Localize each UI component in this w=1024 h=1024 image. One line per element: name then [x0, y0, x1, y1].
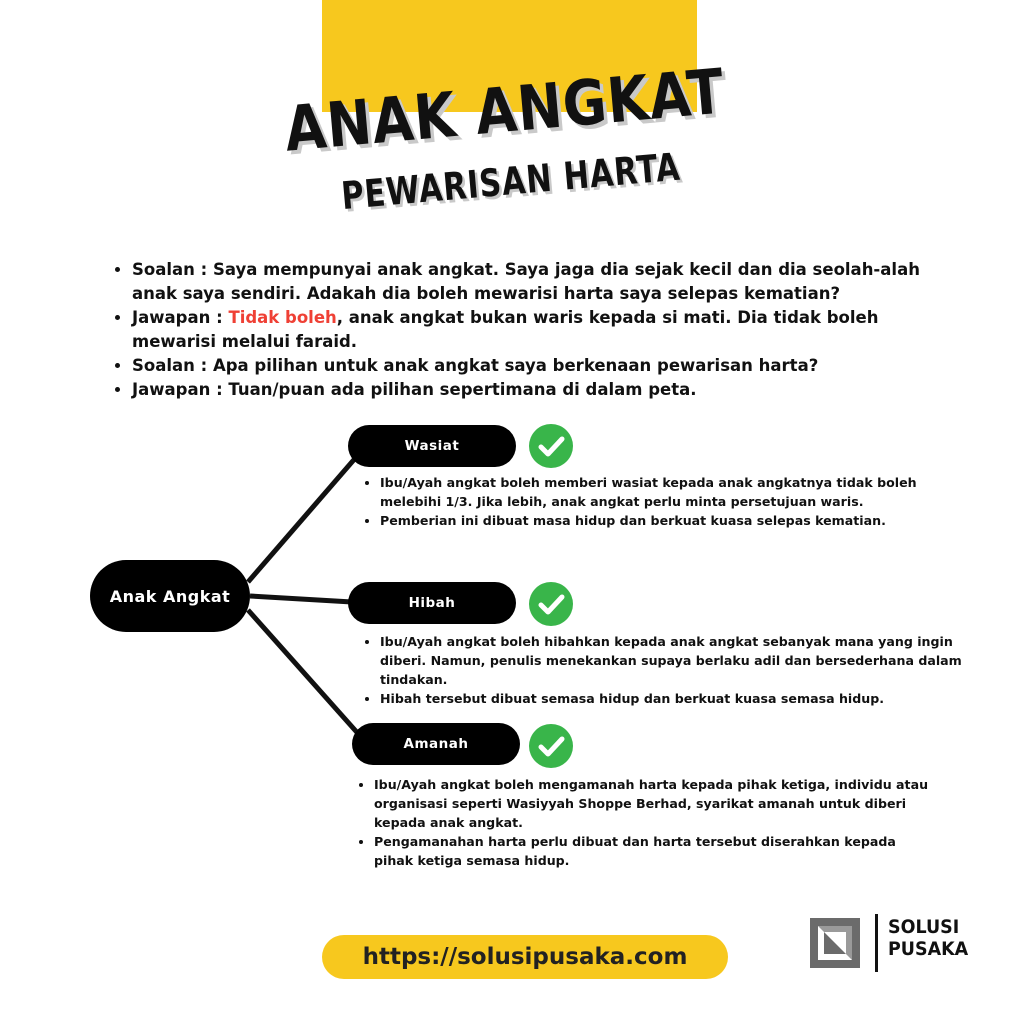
branch-wasiat-pill: Wasiat: [348, 425, 516, 467]
branch-amanah-pill: Amanah: [352, 723, 520, 765]
list-item: • Ibu/Ayah angkat boleh memberi wasiat kepada anak angkatnya tidak boleh melebihi 1/3. Jika lebih, anak angkat perlu minta persetujuan waris.: [380, 473, 920, 511]
list-item: • Ibu/Ayah angkat boleh hibahkan kepada anak angkat sebanyak mana yang ingin diberi. Namun, penulis menekankan supaya berlaku adil dan bersederhana dalam tindakan.: [380, 632, 970, 689]
list-item: • Ibu/Ayah angkat boleh mengamanah harta kepada pihak ketiga, individu atau organisasi seperti Wasiyyah Shoppe Berhad, syarikat amanah untuk diberi kepada anak angkat.: [374, 775, 934, 832]
list-item: • Hibah tersebut dibuat semasa hidup dan berkuat kuasa semasa hidup.: [380, 689, 970, 708]
website-url-link[interactable]: https://solusipusaka.com: [322, 935, 728, 979]
page-title: ANAK ANGKAT: [281, 54, 728, 166]
list-item: • Pengamanahan harta perlu dibuat dan harta tersebut diserahkan kepada pihak ketiga semasa hidup.: [374, 832, 934, 870]
branch-amanah-details: [356, 775, 934, 870]
qa-item-answer-1: • Jawapan : Tidak boleh, anak angkat bukan waris kepada si mati. Dia tidak boleh mewarisi melalui faraid.: [132, 306, 952, 354]
brand-logo-text: SOLUSI PUSAKA: [888, 916, 969, 960]
page-subtitle: PEWARISAN HARTA: [339, 144, 682, 219]
branch-hibah-pill: Hibah: [348, 582, 516, 624]
answer-highlight: Tidak boleh: [228, 308, 337, 327]
qa-item-answer-2: • Jawapan : Tuan/puan ada pilihan sepertimana di dalam peta.: [132, 378, 952, 402]
list-item: • Pemberian ini dibuat masa hidup dan berkuat kuasa selepas kematian.: [380, 511, 920, 530]
solusi-pusaka-logo-icon: [810, 918, 860, 968]
qa-item-question-1: • Soalan : Saya mempunyai anak angkat. Saya jaga dia sejak kecil dan dia seolah-alah anak saya sendiri. Adakah dia boleh mewarisi harta saya selepas kematian?: [132, 258, 952, 306]
check-circle-icon: [529, 582, 573, 626]
connector-amanah: [248, 610, 362, 738]
mindmap-root-node: Anak Angkat: [90, 560, 250, 632]
check-circle-icon: [529, 424, 573, 468]
logo-divider: [875, 914, 878, 972]
qa-item-question-2: • Soalan : Apa pilihan untuk anak angkat saya berkenaan pewarisan harta?: [132, 354, 952, 378]
connector-hibah: [250, 596, 352, 602]
connector-wasiat: [248, 455, 358, 582]
branch-hibah-details: [362, 632, 970, 708]
check-circle-icon: [529, 724, 573, 768]
branch-wasiat-details: [362, 473, 920, 530]
